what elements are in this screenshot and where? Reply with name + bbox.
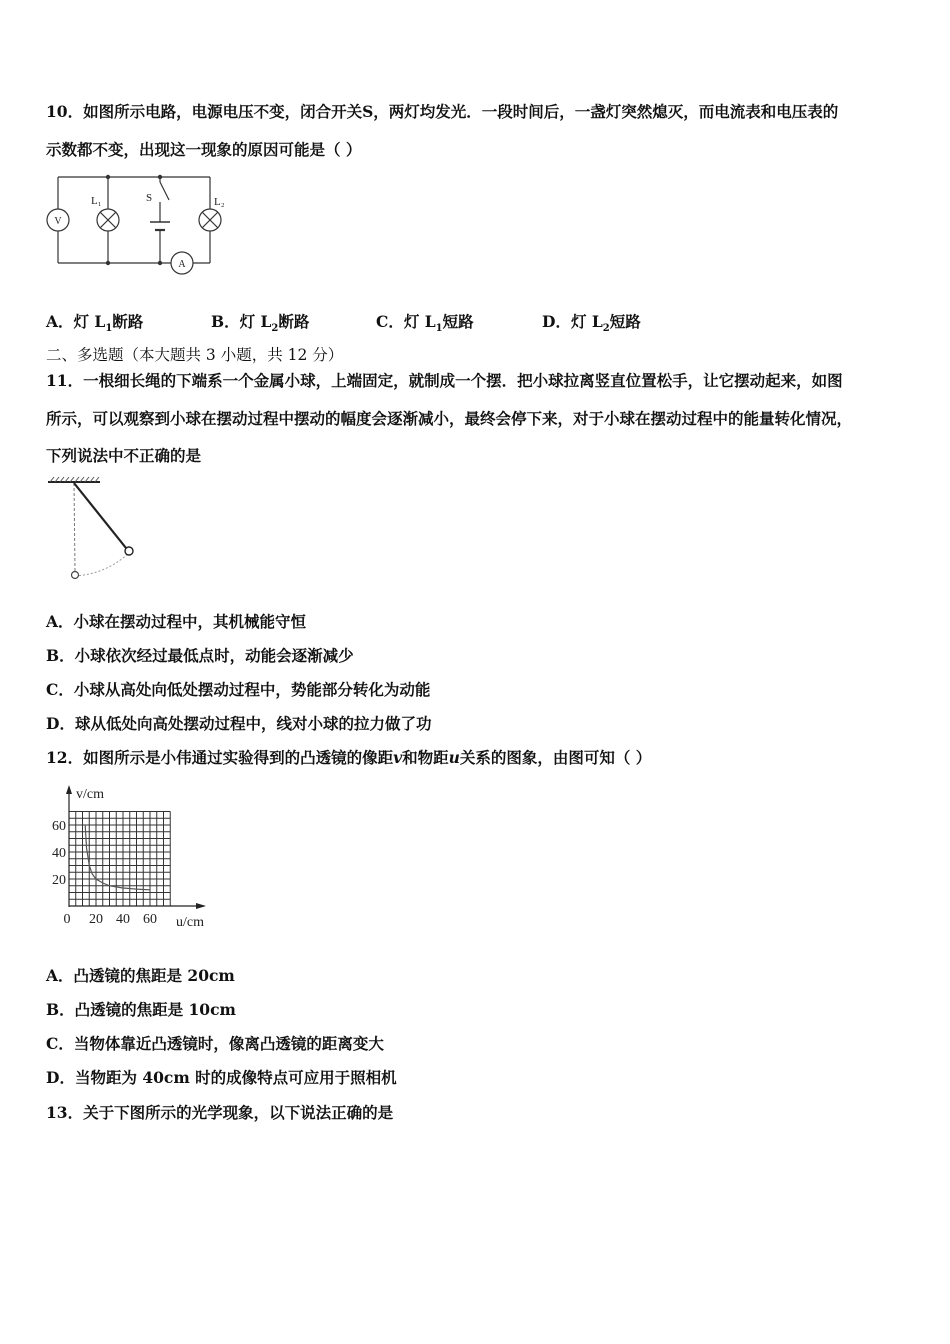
q10-option-d: D．灯 $L_2$短路 [542,312,641,335]
q12-stem-b: 和物距 [402,748,449,767]
q12-var-v: v [393,748,403,767]
ball-raised [125,547,133,555]
switch-label: S [146,192,153,204]
section-header: 二、多选题（本大题共 3 小题，共 12 分） [46,346,344,364]
q11-option-d: D．球从低处向高处摆动过程中，线对小球的拉力做了功 [46,714,432,733]
q11-option-a: A．小球在摆动过程中，其机械能守恒 [46,612,307,631]
q11-stem-line1: 11．一根细长绳的下端系一个金属小球，上端固定，就制成一个摆．把小球拉离竖直位置松手，让它摆动起来，如图 [46,371,843,390]
y-axis-arrow [66,785,72,794]
x-tick-label: 0 [63,912,71,927]
q10-option-c: C．灯 $L_1$短路 [376,312,474,335]
q12-var-u: u [448,748,460,767]
q10-option-b: B．灯 $L_2$断路 [211,312,310,335]
x-axis-arrow [196,903,206,909]
q12-stem-a: 12．如图所示是小伟通过实验得到的凸透镜的像距 [46,748,394,767]
q13-stem: 13．关于下图所示的光学现象，以下说法正确的是 [46,1103,394,1122]
q12-option-c: C．当物体靠近凸透镜时，像离凸透镜的距离变大 [46,1034,384,1053]
q11-stem-line3: 下列说法中不正确的是 [46,446,202,465]
q12-option-d: D．当物距为 40cm 时的成像特点可应用于照相机 [46,1068,397,1087]
image-object-distance-chart [44,780,224,935]
x-tick-label: 60 [143,912,157,927]
lamp-l1-label: L₁ [91,195,102,207]
q11-option-c: C．小球从高处向低处摆动过程中，势能部分转化为动能 [46,680,431,699]
ball-rest [72,572,79,579]
x-tick-label: 20 [89,912,103,927]
y-tick-label: 40 [52,846,66,861]
x-tick-label: 40 [116,912,130,927]
lamp-l2-label: L₂ [214,196,225,208]
ammeter-label: A [178,259,186,270]
q10-options [46,310,746,335]
q10-option-a: A．灯 $L_1$断路 [46,312,144,335]
v-u-curve [85,825,150,890]
q12-option-b: B．凸透镜的焦距是 10cm [46,1000,236,1019]
x-axis-label: u/cm [176,915,204,930]
q12-stem-c: 关系的图象，由图可知（ ） [459,748,652,767]
y-tick-label: 60 [52,819,66,834]
pendulum-diagram [44,476,144,586]
y-axis-label: v/cm [76,787,104,802]
circuit-diagram [42,170,232,275]
q11-stem-line2: 所示，可以观察到小球在摆动过程中摆动的幅度会逐渐减小，最终会停下来，对于小球在摆动过程中的能量转化情况， [46,409,853,428]
voltmeter-label: V [54,216,62,227]
q12-option-a: A．凸透镜的焦距是 20cm [46,966,235,985]
y-tick-label: 20 [52,873,66,888]
q11-option-b: B．小球依次经过最低点时，动能会逐渐减少 [46,646,354,665]
q12-stem [46,748,651,768]
q10-stem-line2: 示数都不变，出现这一现象的原因可能是（ ） [46,140,362,159]
q10-stem-line1: 10．如图所示电路，电源电压不变，闭合开关S，两灯均发光．一段时间后，一盏灯突然熄灭，而电流表和电压表的 [46,102,839,121]
